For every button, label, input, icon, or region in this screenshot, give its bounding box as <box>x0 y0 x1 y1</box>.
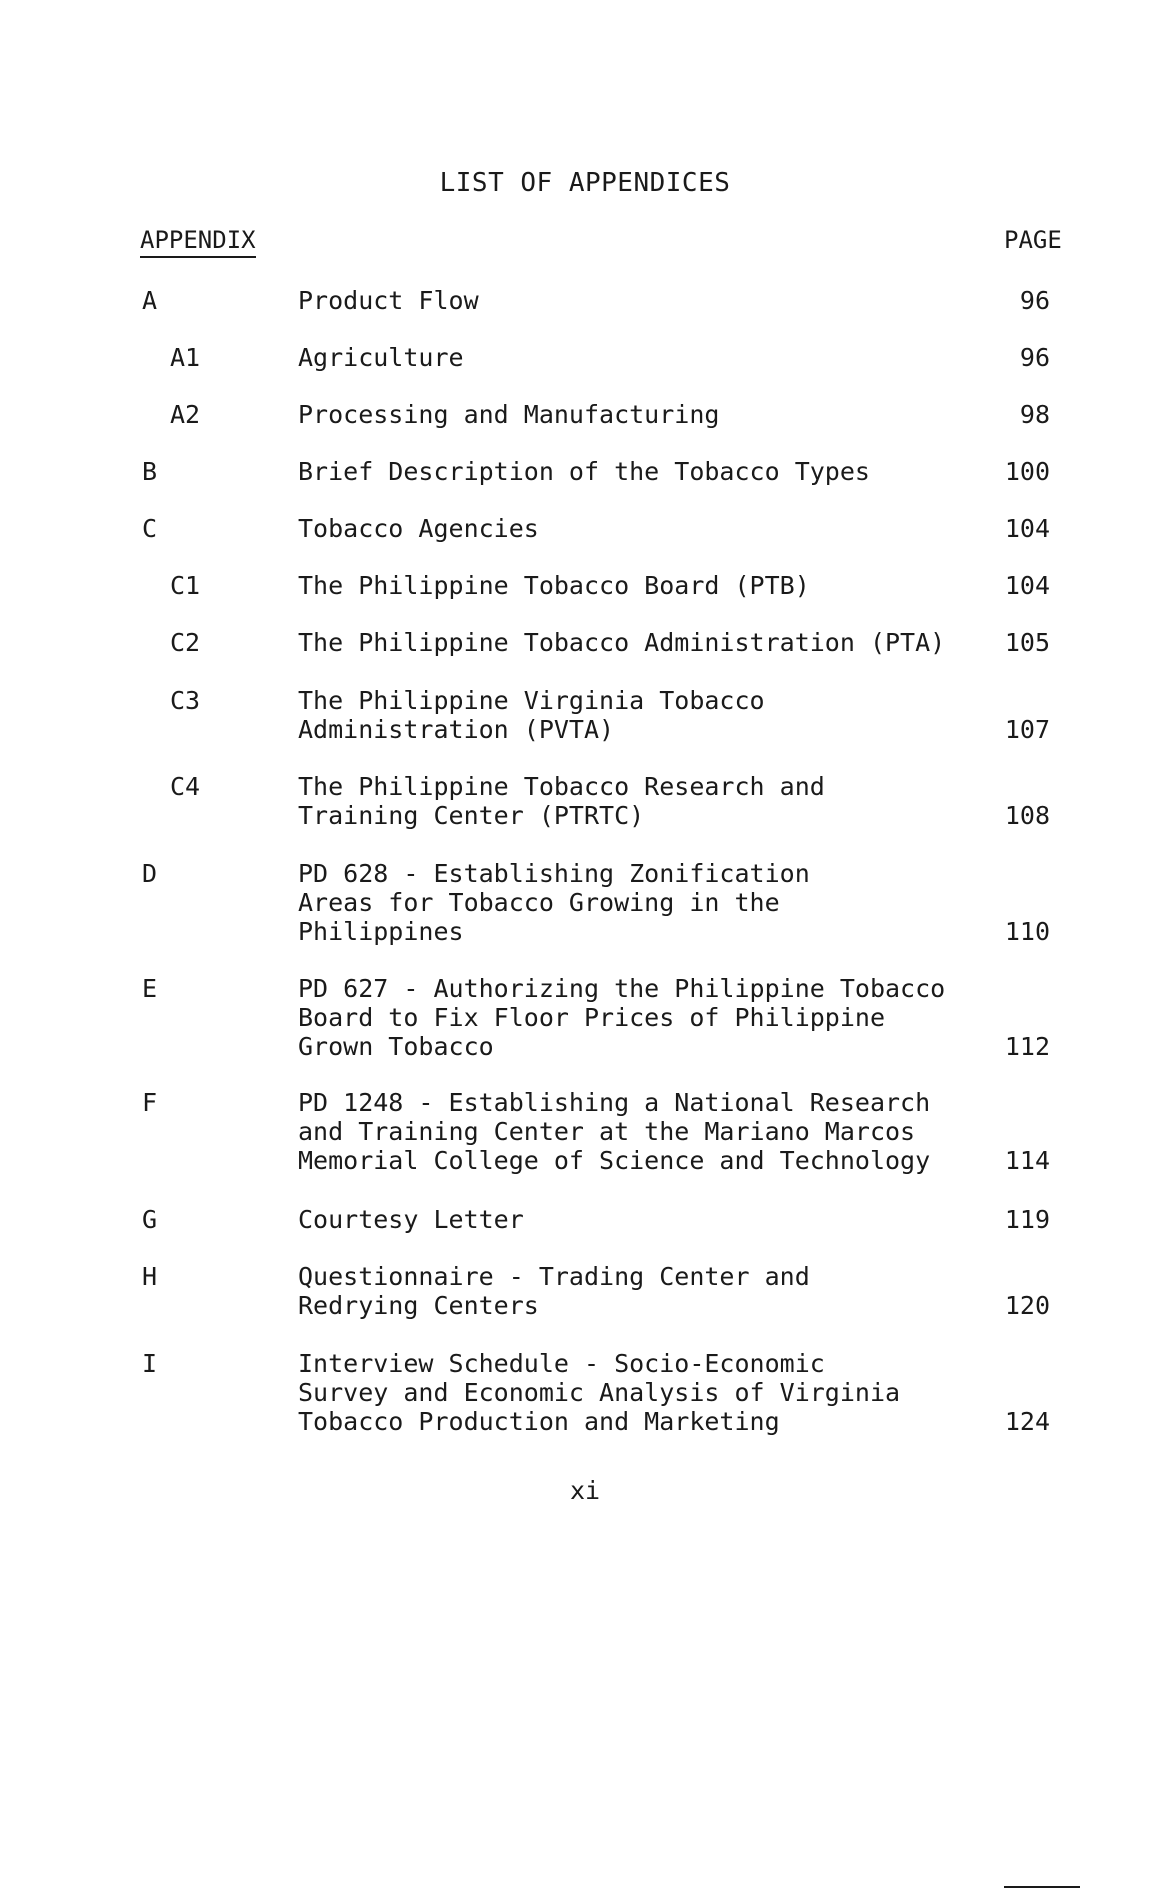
appendix-page-number: 98 <box>1019 400 1050 429</box>
appendix-code: A2 <box>170 400 201 429</box>
appendix-code: F <box>142 1088 158 1117</box>
appendix-title: Product Flow <box>298 286 479 315</box>
appendix-page-number: 100 <box>1004 457 1050 486</box>
appendix-title: The Philippine Tobacco Board (PTB) <box>298 571 810 600</box>
appendix-entry <box>0 457 1170 486</box>
appendix-entry <box>0 1088 1170 1175</box>
appendix-code: H <box>142 1262 158 1291</box>
appendix-entry <box>0 1349 1170 1436</box>
appendix-page-number: 104 <box>1004 514 1050 543</box>
appendix-page-number: 112 <box>1004 1032 1050 1061</box>
appendix-title: PD 627 - Authorizing the Philippine Tobacco Board to Fix Floor Prices of Philippine Grown Tobacco <box>298 974 946 1061</box>
appendix-code: C2 <box>170 628 201 657</box>
appendix-code: E <box>142 974 158 1003</box>
appendix-title: The Philippine Virginia Tobacco Administration (PVTA) <box>298 686 765 744</box>
page-number-footer: xi <box>569 1476 601 1505</box>
appendix-entry <box>0 514 1170 543</box>
appendix-code: C4 <box>170 772 201 801</box>
appendix-title: Tobacco Agencies <box>298 514 539 543</box>
appendix-page-number: 107 <box>1004 715 1050 744</box>
appendix-code: C1 <box>170 571 201 600</box>
appendix-code: B <box>142 457 158 486</box>
appendix-page-number: 114 <box>1004 1146 1050 1175</box>
appendix-column-header: APPENDIX <box>140 226 256 258</box>
appendix-entry <box>0 1205 1170 1234</box>
appendix-entry <box>0 571 1170 600</box>
appendix-code: A <box>142 286 158 315</box>
appendix-page-number: 105 <box>1004 628 1050 657</box>
appendix-entry <box>0 686 1170 744</box>
appendix-entry <box>0 400 1170 429</box>
appendix-page-number: 120 <box>1004 1291 1050 1320</box>
appendix-entry <box>0 1262 1170 1320</box>
appendix-title: PD 628 - Establishing Zonification Areas for Tobacco Growing in the Philippines <box>298 859 810 946</box>
appendix-entry <box>0 974 1170 1061</box>
appendix-page-number: 96 <box>1019 286 1050 315</box>
appendix-title: Processing and Manufacturing <box>298 400 720 429</box>
appendix-page-number: 108 <box>1004 801 1050 830</box>
appendix-title: Questionnaire - Trading Center and Redrying Centers <box>298 1262 810 1320</box>
appendix-page-number: 119 <box>1004 1205 1050 1234</box>
appendix-code: C3 <box>170 686 201 715</box>
appendix-code: I <box>142 1349 158 1378</box>
appendix-title: Agriculture <box>298 343 464 372</box>
appendix-title: PD 1248 - Establishing a National Research and Training Center at the Mariano Marcos Memorial College of Science and Technology <box>298 1088 931 1175</box>
appendix-entry <box>0 859 1170 946</box>
appendix-entry <box>0 628 1170 657</box>
appendix-entry <box>0 772 1170 830</box>
appendix-code: C <box>142 514 158 543</box>
appendix-code: D <box>142 859 158 888</box>
appendix-title: Courtesy Letter <box>298 1205 524 1234</box>
page-column-header: PAGE <box>1004 226 1080 1888</box>
appendix-page-number: 124 <box>1004 1407 1050 1436</box>
appendix-page-number: 104 <box>1004 571 1050 600</box>
appendix-code: G <box>142 1205 158 1234</box>
appendix-code: A1 <box>170 343 201 372</box>
appendix-title: The Philippine Tobacco Research and Training Center (PTRTC) <box>298 772 825 830</box>
appendix-page-number: 110 <box>1004 917 1050 946</box>
appendix-title: The Philippine Tobacco Administration (PTA) <box>298 628 946 657</box>
appendix-title: Brief Description of the Tobacco Types <box>298 457 870 486</box>
appendix-entry <box>0 343 1170 372</box>
appendix-entry <box>0 286 1170 315</box>
appendix-title: Interview Schedule - Socio-Economic Survey and Economic Analysis of Virginia Tobacco Production and Marketing <box>298 1349 901 1436</box>
page-title: LIST OF APPENDICES <box>439 168 731 198</box>
appendix-page-number: 96 <box>1019 343 1050 372</box>
